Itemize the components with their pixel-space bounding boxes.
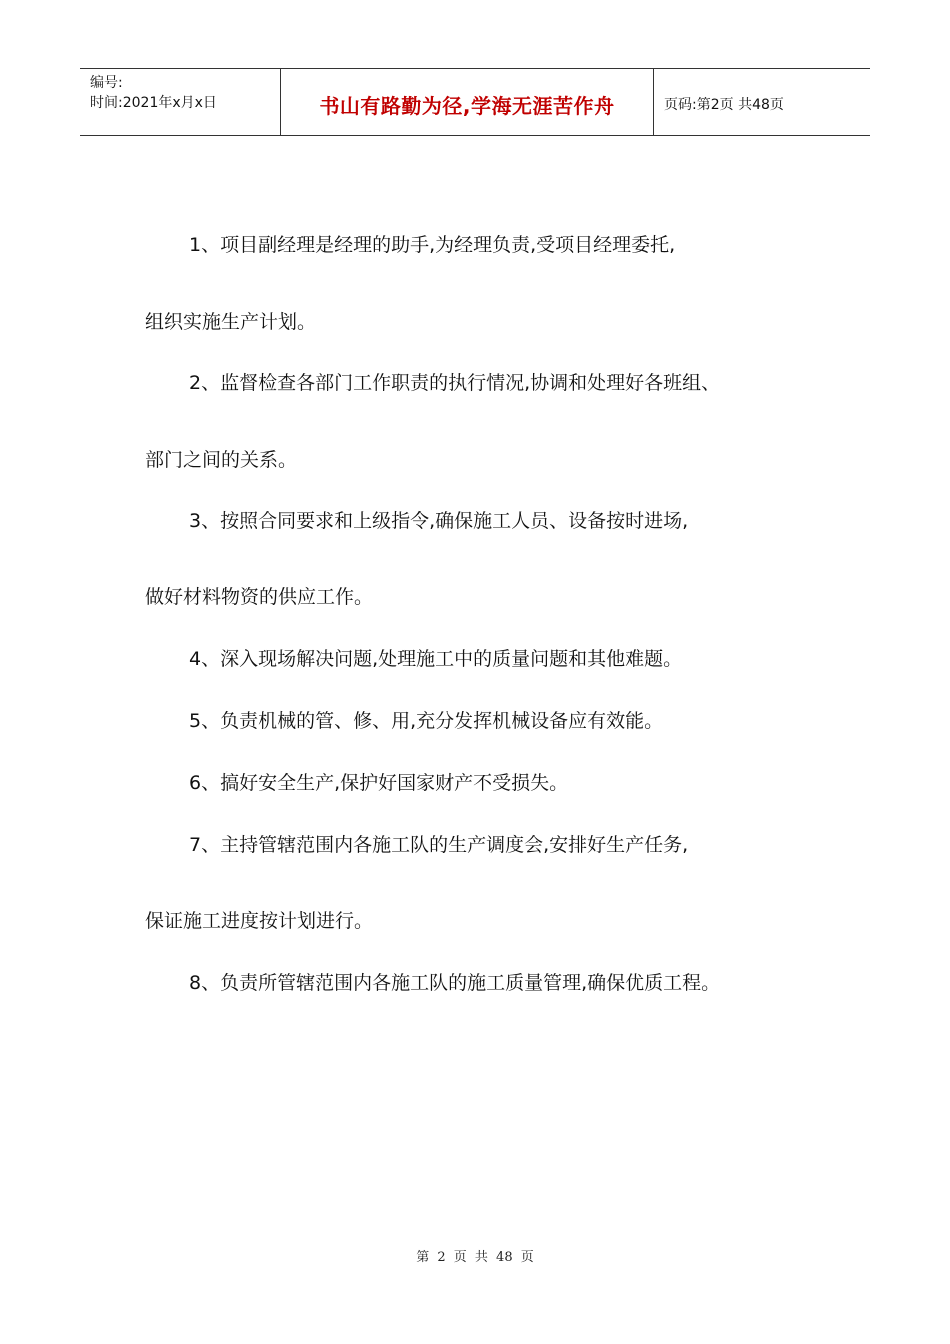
paragraph-1-line-2: 组织实施生产计划。 bbox=[145, 311, 317, 333]
paragraph-7-line-1: 7、主持管辖范围内各施工队的生产调度会,安排好生产任务, bbox=[189, 834, 689, 856]
paragraph-3-line-1: 3、按照合同要求和上级指令,确保施工人员、设备按时进场, bbox=[189, 510, 689, 532]
document-number-label: 编号: bbox=[90, 75, 123, 91]
paragraph-2-line-1: 2、监督检查各部门工作职责的执行情况,协调和处理好各班组、 bbox=[189, 372, 721, 394]
page-footer: 第 2 页 共 48 页 bbox=[416, 1250, 534, 1265]
paragraph-2-line-2: 部门之间的关系。 bbox=[145, 449, 298, 471]
paragraph-3-line-2: 做好材料物资的供应工作。 bbox=[145, 586, 374, 608]
paragraph-1-line-1: 1、项目副经理是经理的助手,为经理负责,受项目经理委托, bbox=[189, 234, 676, 256]
header-meta-cell bbox=[80, 69, 281, 135]
paragraph-8: 8、负责所管辖范围内各施工队的施工质量管理,确保优质工程。 bbox=[189, 972, 721, 994]
document-header bbox=[80, 68, 870, 136]
header-page-info: 页码:第2页 共48页 bbox=[664, 97, 784, 113]
header-motto: 书山有路勤为径,学海无涯苦作舟 bbox=[281, 69, 654, 135]
paragraph-5: 5、负责机械的管、修、用,充分发挥机械设备应有效能。 bbox=[189, 710, 664, 732]
paragraph-7-line-2: 保证施工进度按计划进行。 bbox=[145, 910, 374, 932]
paragraph-6: 6、搞好安全生产,保护好国家财产不受损失。 bbox=[189, 772, 569, 794]
paragraph-4: 4、深入现场解决问题,处理施工中的质量问题和其他难题。 bbox=[189, 648, 683, 670]
document-date-label: 时间:2021年x月x日 bbox=[90, 95, 217, 111]
